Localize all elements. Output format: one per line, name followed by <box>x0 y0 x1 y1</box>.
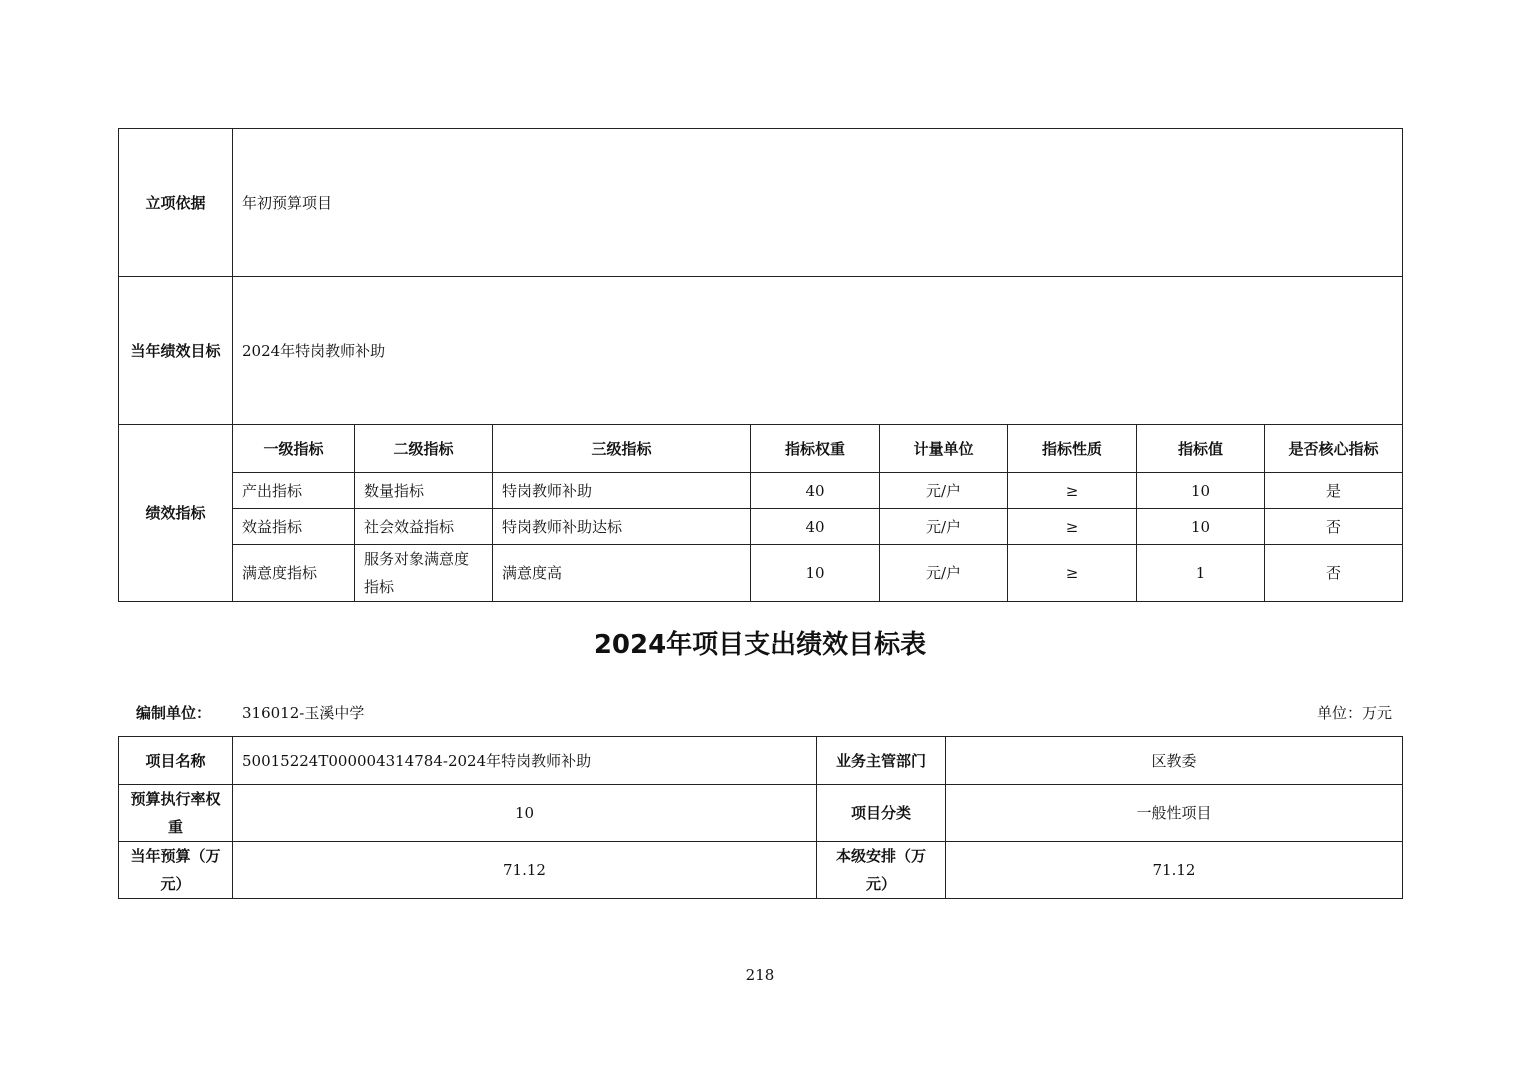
indicators-label: 绩效指标 <box>119 425 233 602</box>
performance-table-top <box>118 128 1403 602</box>
cell-level1: 产出指标 <box>233 473 355 509</box>
cell-weight: 40 <box>751 509 880 545</box>
header-weight: 指标权重 <box>751 425 880 473</box>
header-unit: 计量单位 <box>880 425 1008 473</box>
cell-unit: 元/户 <box>880 473 1008 509</box>
money-unit: 单位：万元 <box>1316 704 1392 722</box>
cell-weight: 10 <box>751 545 880 602</box>
cell-nature: ≥ <box>1008 509 1137 545</box>
level-value: 71.12 <box>946 842 1403 899</box>
project-info-table <box>118 736 1403 899</box>
goal-label: 当年绩效目标 <box>119 277 233 425</box>
budget-value: 71.12 <box>233 842 817 899</box>
prepared-by-value: 316012-玉溪中学 <box>242 704 365 722</box>
cell-core: 否 <box>1265 545 1403 602</box>
cell-unit: 元/户 <box>880 509 1008 545</box>
cell-core: 是 <box>1265 473 1403 509</box>
cell-level2: 数量指标 <box>355 473 493 509</box>
project-name-value: 50015224T000004314784-2024年特岗教师补助 <box>233 737 817 785</box>
department-value: 区教委 <box>946 737 1403 785</box>
execution-weight-value: 10 <box>233 785 817 842</box>
cell-value: 1 <box>1137 545 1265 602</box>
cell-level2: 社会效益指标 <box>355 509 493 545</box>
category-value: 一般性项目 <box>946 785 1403 842</box>
cell-level2: 服务对象满意度指标 <box>355 545 493 602</box>
cell-level1: 满意度指标 <box>233 545 355 602</box>
header-level1: 一级指标 <box>233 425 355 473</box>
execution-weight-label: 预算执行率权重 <box>119 785 233 842</box>
cell-nature: ≥ <box>1008 545 1137 602</box>
cell-level3: 特岗教师补助达标 <box>493 509 751 545</box>
cell-level1: 效益指标 <box>233 509 355 545</box>
cell-unit: 元/户 <box>880 545 1008 602</box>
table-row <box>119 545 1403 602</box>
page-title: 2024年项目支出绩效目标表 <box>593 630 927 660</box>
header-level3: 三级指标 <box>493 425 751 473</box>
cell-nature: ≥ <box>1008 473 1137 509</box>
header-level2: 二级指标 <box>355 425 493 473</box>
basis-value: 年初预算项目 <box>233 129 1403 277</box>
page-number: 218 <box>745 966 775 984</box>
budget-label: 当年预算（万元） <box>119 842 233 899</box>
department-label: 业务主管部门 <box>817 737 946 785</box>
table-row <box>119 509 1403 545</box>
cell-weight: 40 <box>751 473 880 509</box>
cell-value: 10 <box>1137 509 1265 545</box>
project-name-label: 项目名称 <box>119 737 233 785</box>
goal-value: 2024年特岗教师补助 <box>233 277 1403 425</box>
table-row <box>119 473 1403 509</box>
cell-value: 10 <box>1137 473 1265 509</box>
prepared-by-label: 编制单位： <box>136 704 212 722</box>
header-core: 是否核心指标 <box>1265 425 1403 473</box>
category-label: 项目分类 <box>817 785 946 842</box>
cell-level3: 满意度高 <box>493 545 751 602</box>
header-value: 指标值 <box>1137 425 1265 473</box>
header-nature: 指标性质 <box>1008 425 1137 473</box>
basis-label: 立项依据 <box>119 129 233 277</box>
level-label: 本级安排（万元） <box>817 842 946 899</box>
cell-level3: 特岗教师补助 <box>493 473 751 509</box>
cell-core: 否 <box>1265 509 1403 545</box>
